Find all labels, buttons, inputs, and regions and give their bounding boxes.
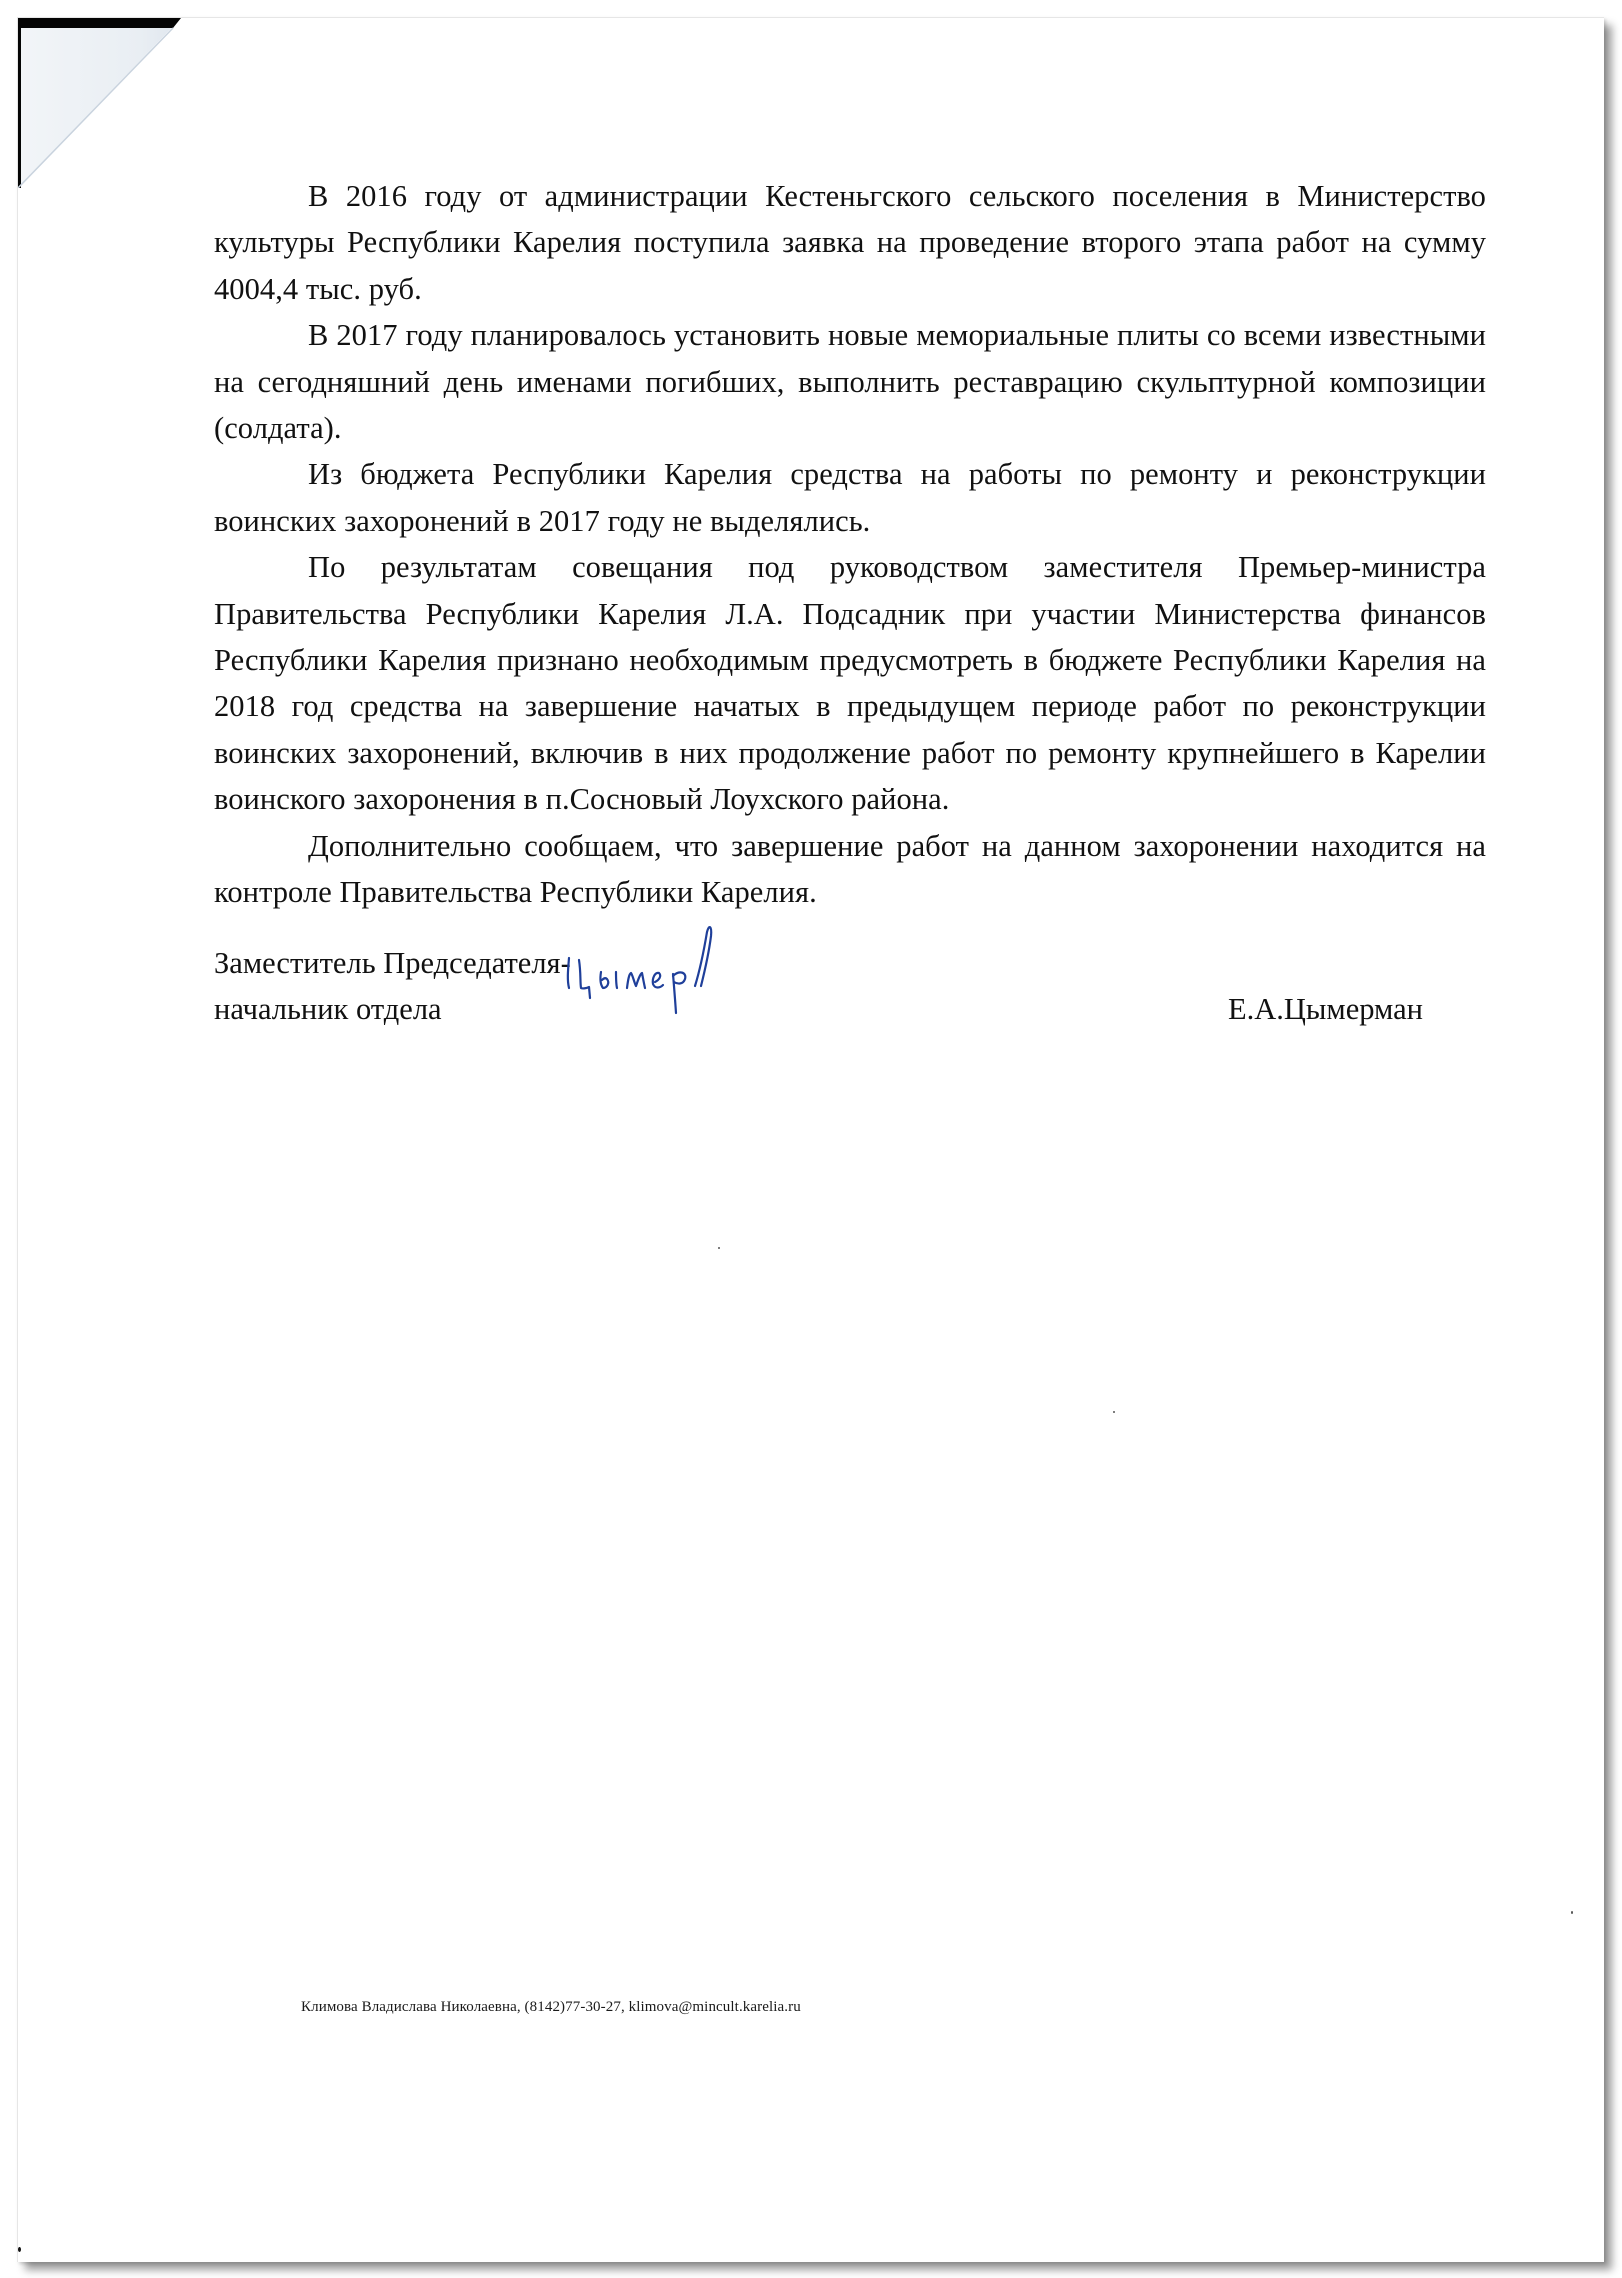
paragraph: Из бюджета Республики Карелия средства на работы по ремонту и реконструкции воинских захоронений в 2017 году не выделялись. [214, 457, 1486, 538]
paragraph: В 2016 году от администрации Кестеньгского сельского поселения в Министерство культуры Республики Карелия поступила заявка на проведение второго этапа работ на сумму 4004,4 тыс. руб. [214, 179, 1486, 306]
paragraph: По результатам совещания под руководством заместителя Премьер-министра Правительства Республики Карелия Л.А. Подсадник при участии Министерства финансов Республики Карелия признано необходимым предусмотреть в бюджете Республики Карелия на 2018 год средства на завершение начатых в предыдущем периоде работ по реконструкции воинских захоронений, включив в них продолжение работ по ремонту крупнейшего в Карелии воинского захоронения в п.Сосновый Лоухского района. [214, 550, 1486, 817]
document-page [17, 17, 1604, 2262]
scan-speck [718, 1247, 720, 1249]
signatory-title-line: Заместитель Председателя- [214, 946, 571, 980]
handwritten-signature [559, 918, 789, 1018]
paragraph: В 2017 году планировалось установить новые мемориальные плиты со всеми известными на сегодняшний день именами погибших, выполнить реставрацию скульптурной композиции (солдата). [214, 318, 1486, 446]
letter-body [214, 173, 1486, 916]
signatory-title-line: начальник отдела [214, 992, 442, 1027]
contact-footer: Климова Владислава Николаевна, (8142)77-30-27, klimova@mincult.karelia.ru [301, 1999, 801, 2015]
corner-fold-icon [18, 18, 188, 188]
scan-speck [1571, 1911, 1573, 1914]
signatory-name: Е.А.Цымерман [1228, 992, 1424, 1027]
scan-speck [18, 2247, 21, 2252]
signatory-title [214, 940, 571, 1033]
scan-speck [1113, 1411, 1115, 1413]
signature-block [214, 940, 1486, 1050]
paragraph: Дополнительно сообщаем, что завершение работ на данном захоронении находится на контроле Правительства Республики Карелия. [214, 828, 1486, 910]
